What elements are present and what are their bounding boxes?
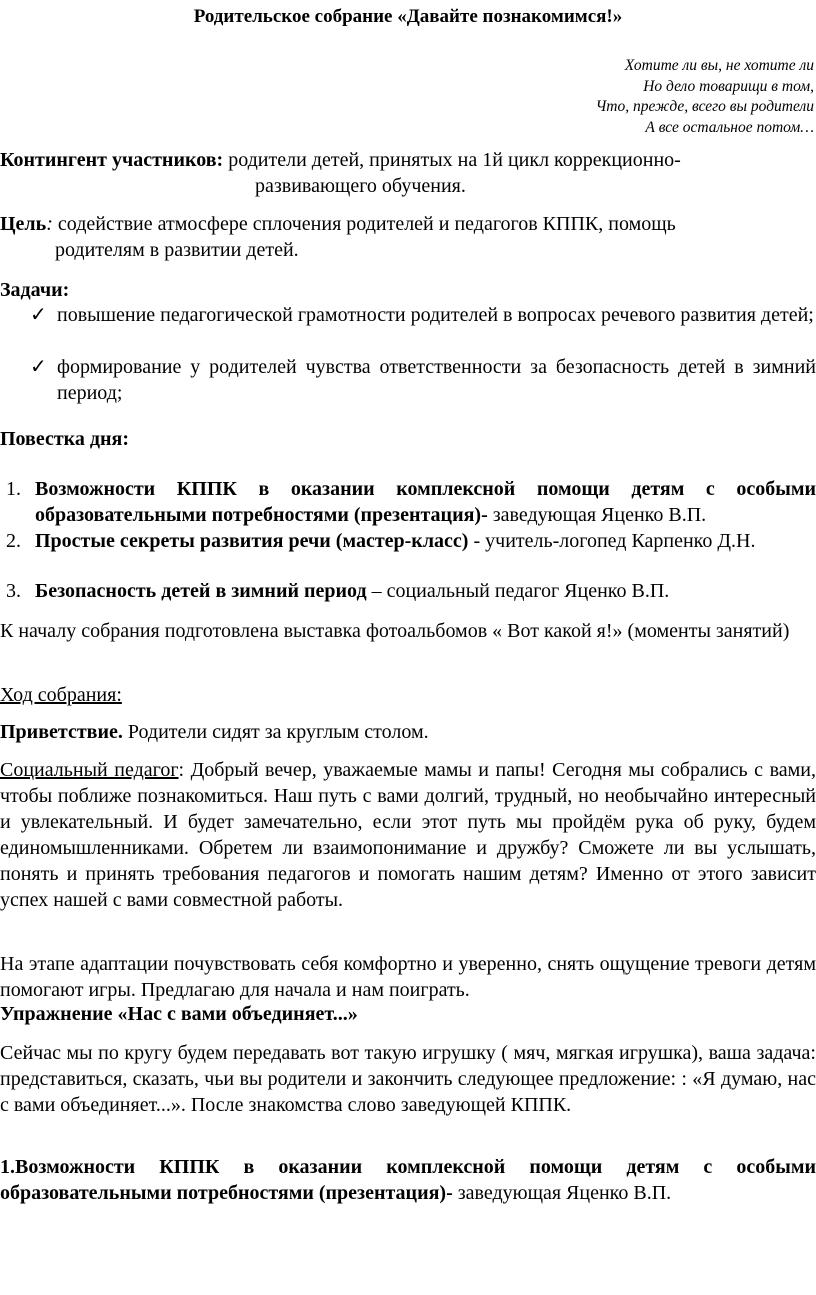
section-1-paragraph [0, 1154, 816, 1206]
page-title: Родительское собрание «Давайте познакомимся!» [193, 6, 623, 27]
section-1-title: 1.Возможности КППК в оказании комплексной помощи детям с особыми образовательными потребностями (презентация)- [0, 1156, 816, 1204]
agenda-item-speaker: - учитель-логопед Карпенко Д.Н. [468, 530, 756, 552]
greeting-text: Родители сидят за круглым столом. [122, 721, 429, 743]
agenda-item-title: Безопасность детей в зимний период [35, 580, 367, 602]
agenda-item-speaker: – социальный педагог Яценко В.П. [366, 580, 670, 602]
goal-line2: родителям в развитии детей. [55, 239, 299, 261]
social-speech-paragraph [0, 757, 816, 913]
speaker-name: Социальный педагог [0, 759, 179, 781]
task-item [0, 302, 816, 328]
epigraph-line: Что, прежде, всего вы родители [595, 98, 814, 115]
participants-line2: развивающего обучения. [255, 175, 466, 197]
participants-text: родители детей, принятых на 1й цикл коррекционно- [223, 149, 681, 171]
checkmark-icon: ✓ [30, 356, 47, 378]
participants-line1 [0, 147, 816, 173]
goal-colon: : [46, 213, 53, 235]
agenda-item [0, 528, 816, 554]
goal-line1 [0, 211, 816, 237]
epigraph [596, 56, 814, 138]
agenda-item-number: 2. [6, 530, 21, 552]
agenda-item [0, 578, 816, 604]
agenda-heading: Повестка дня: [0, 428, 130, 450]
agenda-item-number: 1. [6, 478, 21, 500]
epigraph-line: Хотите ли вы, не хотите ли [624, 57, 814, 74]
agenda-item-title: Простые секреты развития речи (мастер-класс) [35, 530, 469, 552]
epigraph-line: А все остальное потом… [645, 118, 814, 136]
participants-label: Контингент участников: [0, 149, 224, 171]
checkmark-icon: ✓ [30, 304, 47, 326]
tasks-heading: Задачи: [0, 279, 70, 301]
task-item-text: формирование у родителей чувства ответственности за безопасность детей в зимний период; [57, 356, 816, 404]
exhibition-paragraph: К началу собрания подготовлена выставка фотоальбомов « Вот какой я!» (моменты занятий) [0, 620, 790, 642]
agenda-item-speaker: заведующая Яценко В.П. [487, 504, 707, 526]
course-heading: Ход собрания: [0, 684, 122, 706]
speech-text: : Добрый вечер, уважаемые мамы и папы! Сегодня мы собрались с вами, чтобы поближе познакомиться. Наш путь с вами долгий, трудный, но необычайно интересный и увлекательный. И будет замечательно, если этот путь мы пройдём рука об руку, будем единомышленниками. Обретем ли взаимопонимание и дружбу? Сможете ли вы услышать, понять и принять требования педагогов и помогать нашим детям? Именно от этого зависит успех нашей с вами совместной работы. [0, 759, 816, 911]
agenda-item [0, 476, 816, 528]
exercise-heading: Упражнение «Нас с вами объединяет...» [0, 1003, 358, 1025]
epigraph-line: Но дело товарищи в том, [643, 77, 814, 95]
adaptation-paragraph: На этапе адаптации почувствовать себя комфортно и уверенно, снять ощущение тревоги детям помогают игры. Предлагаю для начала и нам поиграть. [0, 953, 816, 1001]
task-item-text: повышение педагогической грамотности родителей в вопросах речевого развития детей; [57, 304, 814, 326]
goal-text: содействие атмосфере сплочения родителей и педагогов КППК, помощь [52, 213, 676, 235]
goal-label: Цель [0, 213, 47, 235]
agenda-item-number: 3. [6, 580, 21, 602]
agenda-item-title: Возможности КППК в оказании комплексной помощи детям с особыми образовательными потребностями (презентация)- [35, 478, 816, 526]
greeting-label: Приветствие. [0, 721, 123, 743]
greeting-paragraph [0, 719, 816, 745]
exercise-paragraph: Сейчас мы по кругу будем передавать вот такую игрушку ( мяч, мягкая игрушка), ваша задача: представиться, сказать, чьи вы родители и закончить следующее предложение: : «Я думаю, нас с вами объединяет...». После знакомства слово заведующей КППК. [0, 1042, 816, 1116]
task-item [0, 354, 816, 406]
section-1-speaker: заведующая Яценко В.П. [452, 1182, 672, 1204]
